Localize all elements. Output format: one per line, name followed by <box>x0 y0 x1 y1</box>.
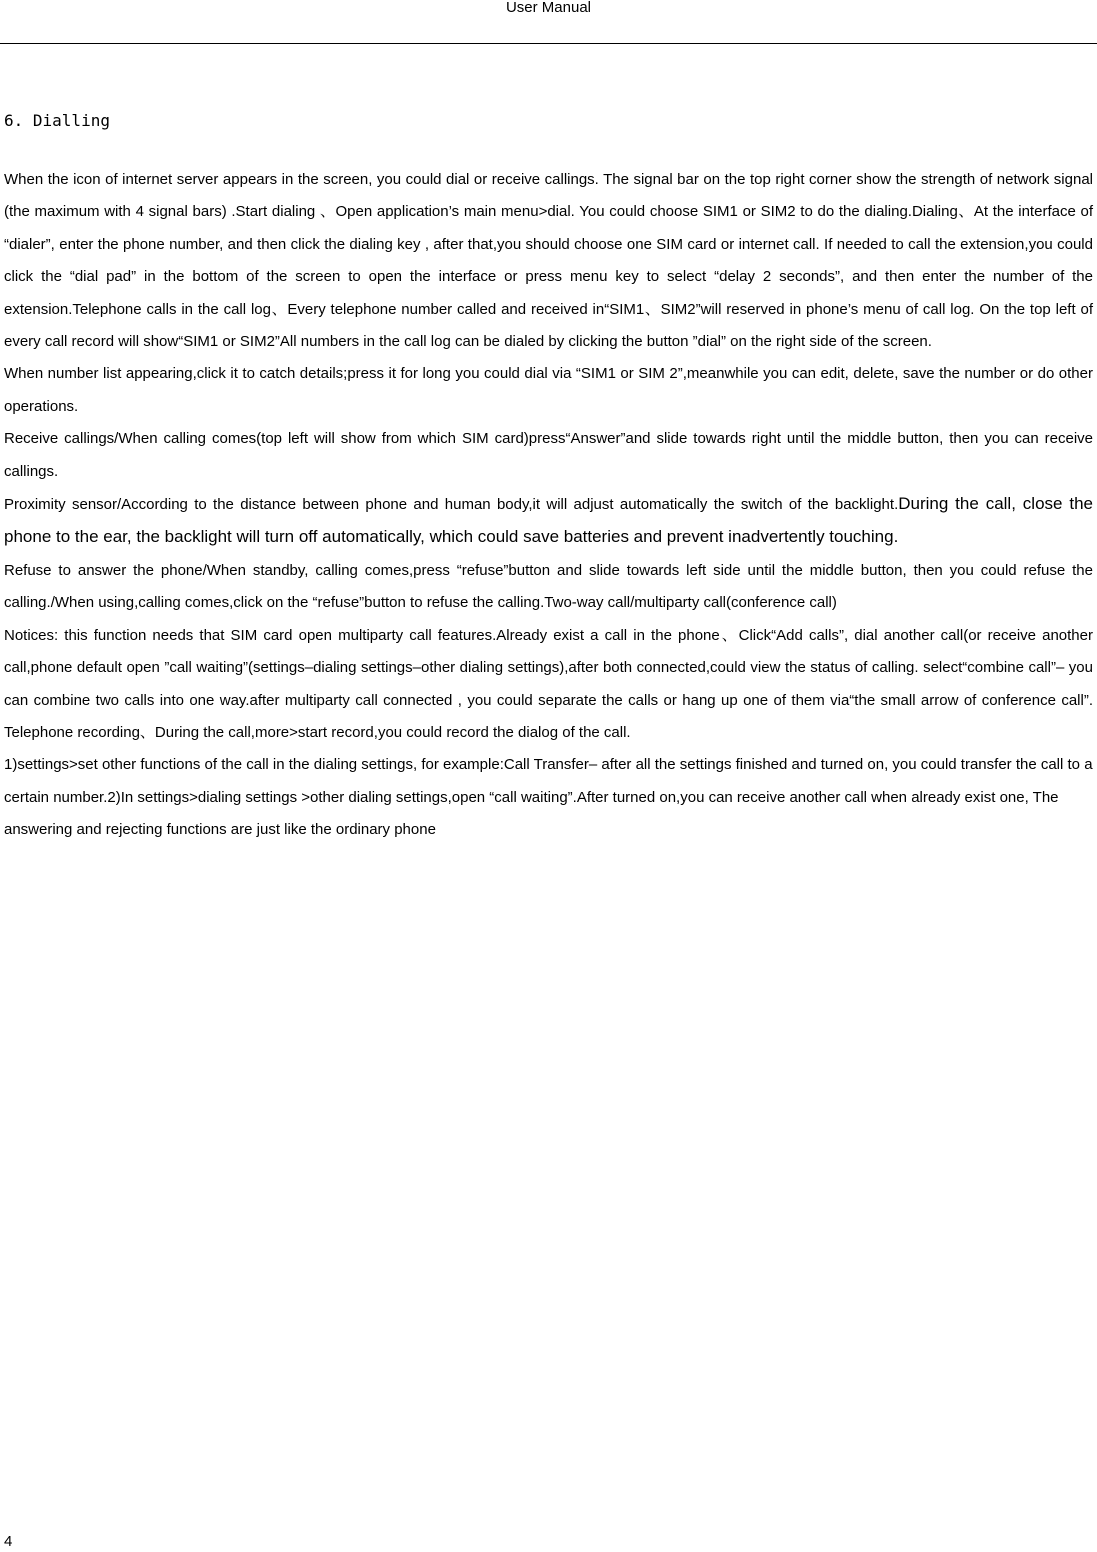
page-header <box>0 0 1097 44</box>
page-number: 4 <box>4 1533 13 1550</box>
paragraph-dialing: When the icon of internet server appears in the screen, you could dial or receive callings. The signal bar on the top right corner show the strength of network signal (the maximum with 4 signal bars) .Start dialing 、Open application’s main menu>dial. You could choose SIM1 or SIM2 to do the dialing.Dialing、At the interface of “dialer”, enter the phone number, and then click the dialing key , after that,you should choose one SIM card or internet call. If needed to call the extension,you could click the “dial pad” in the bottom of the screen to open the interface or press menu key to select “delay 2 seconds”, and then enter the number of the extension.Telephone calls in the call log、Every telephone number called and received in“SIM1、SIM2”will reserved in phone’s menu of call log. On the top left of every call record will show“SIM1 or SIM2”All numbers in the call log can be dialed by clicking the button ”dial” on the right side of the screen. <box>4 171 1093 351</box>
paragraph-notices: Notices: this function needs that SIM card open multiparty call features.Already exist a call in the phone、Click“Add calls”, dial another call(or receive another call,phone default open ”call waiting”(settings–dialing settings–other dialing settings),after both connected,could view the status of calling. select“combine call”– you can combine two calls into one way.after multiparty call connected , you could separate the calls or hang up one of them via“the small arrow of conference call”. Telephone recording、During the call,more>start record,you could record the dialog of the call. <box>4 626 1093 741</box>
paragraph-receive-callings: Receive callings/When calling comes(top left will show from which SIM card)press“Answer”and slide towards right until the middle button, then you can receive callings. <box>4 430 1093 480</box>
paragraph-number-list: When number list appearing,click it to catch details;press it for long you could dial via “SIM1 or SIM 2”,meanwhile you can edit, delete, save the number or do other operations. <box>4 365 1093 415</box>
proximity-lead: Proximity sensor/According to the distance between phone and human body,it will adjust automatically the switch of the backlight. <box>4 496 899 514</box>
body-text <box>4 164 1093 847</box>
paragraph-refuse-call: Refuse to answer the phone/When standby, calling comes,press “refuse”button and slide towards left side until the middle button, then you could refuse the calling./When using,calling comes,click on the “refuse”button to refuse the calling.Two-way call/multiparty call(conference call) <box>4 561 1093 612</box>
paragraph-settings: 1)settings>set other functions of the call in the dialing settings, for example:Call Transfer– after all the settings finished and turned on, you could transfer the call to a certain number.2)In settings>dialing settings >other dialing settings,open “call waiting”.After turned on,you can receive another call when already exist one, The answering and rejecting functions are just like the ordinary phone <box>4 756 1093 839</box>
proximity-tail: During the call, close the phone to the ear, the backlight will turn off automatically, which could save batteries and prevent inadvertently touching. <box>4 494 1093 547</box>
section-title: 6. Dialling <box>4 111 110 130</box>
header-title: User Manual <box>505 0 592 16</box>
paragraph-proximity-sensor <box>4 488 1093 555</box>
